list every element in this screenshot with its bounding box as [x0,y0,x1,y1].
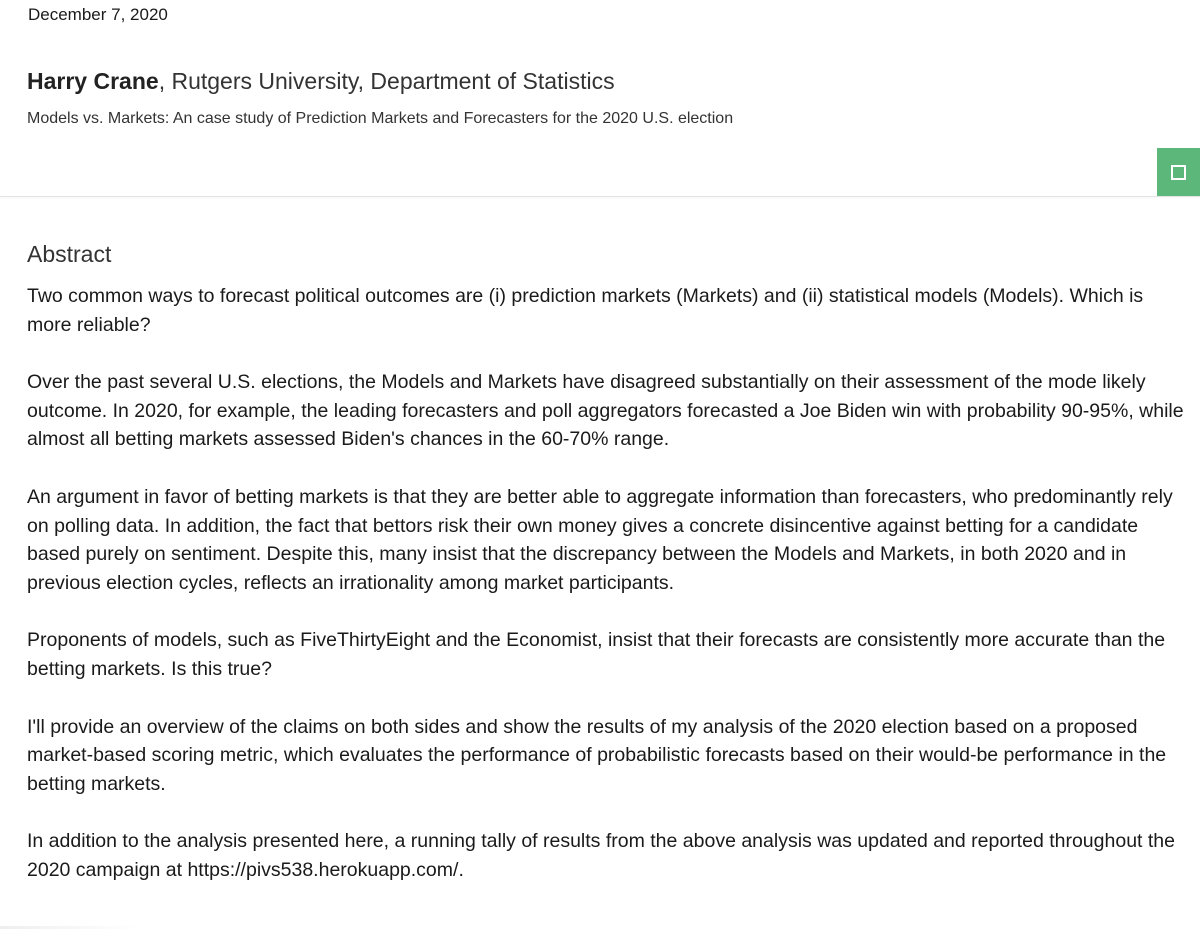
abstract-heading: Abstract [27,241,112,267]
abstract-paragraph: I'll provide an overview of the claims on both sides and show the results of my analysis of the 2020 election based on a proposed market-based scoring metric, which evaluates the performance of probabilistic forecasts based on their would-be performance in the betting markets. [27,715,1167,795]
talk-date: December 7, 2020 [28,5,168,24]
abstract-paragraph: Proponents of models, such as FiveThirtyEight and the Economist, insist that their forecasts are consistently more accurate than the betting markets. Is this true? [27,629,1166,680]
square-icon [1171,165,1186,180]
abstract-paragraph: In addition to the analysis presented here, a running tally of results from the above analysis was updated and reported throughout the 2020 campaign at https://pivs538.herokuapp.com/. [27,830,1175,881]
speaker-affiliation: , Rutgers University, Department of Statistics [158,68,615,94]
header [0,0,1200,197]
abstract-section [27,238,1187,914]
abstract-paragraph: An argument in favor of betting markets is that they are better able to aggregate information than forecasters, who predominantly rely on polling data. In addition, the fact that bettors risk their own money gives a concrete disincentive against betting for a candidate based purely on sentiment. Despite this, many insist that the discrepancy between the Models and Markets, in both 2020 and in previous election cycles, reflects an irrationality among market participants. [27,485,1173,594]
speaker-line [27,68,615,95]
speaker-name: Harry Crane [27,68,159,94]
talk-title: Models vs. Markets: An case study of Prediction Markets and Forecasters for the 2020 U.S. election [27,110,734,127]
abstract-paragraph: Over the past several U.S. elections, the Models and Markets have disagreed substantially on their assessment of the mode likely outcome. In 2020, for example, the leading forecasters and poll aggregators forecasted a Joe Biden win with probability 90-95%, while almost all betting markets assessed Biden's chances in the 60-70% range. [27,371,1184,451]
expand-button[interactable] [1157,148,1200,196]
abstract-paragraph: Two common ways to forecast political outcomes are (i) prediction markets (Markets) and (ii) statistical models (Models). Which is more reliable? [27,285,1144,336]
